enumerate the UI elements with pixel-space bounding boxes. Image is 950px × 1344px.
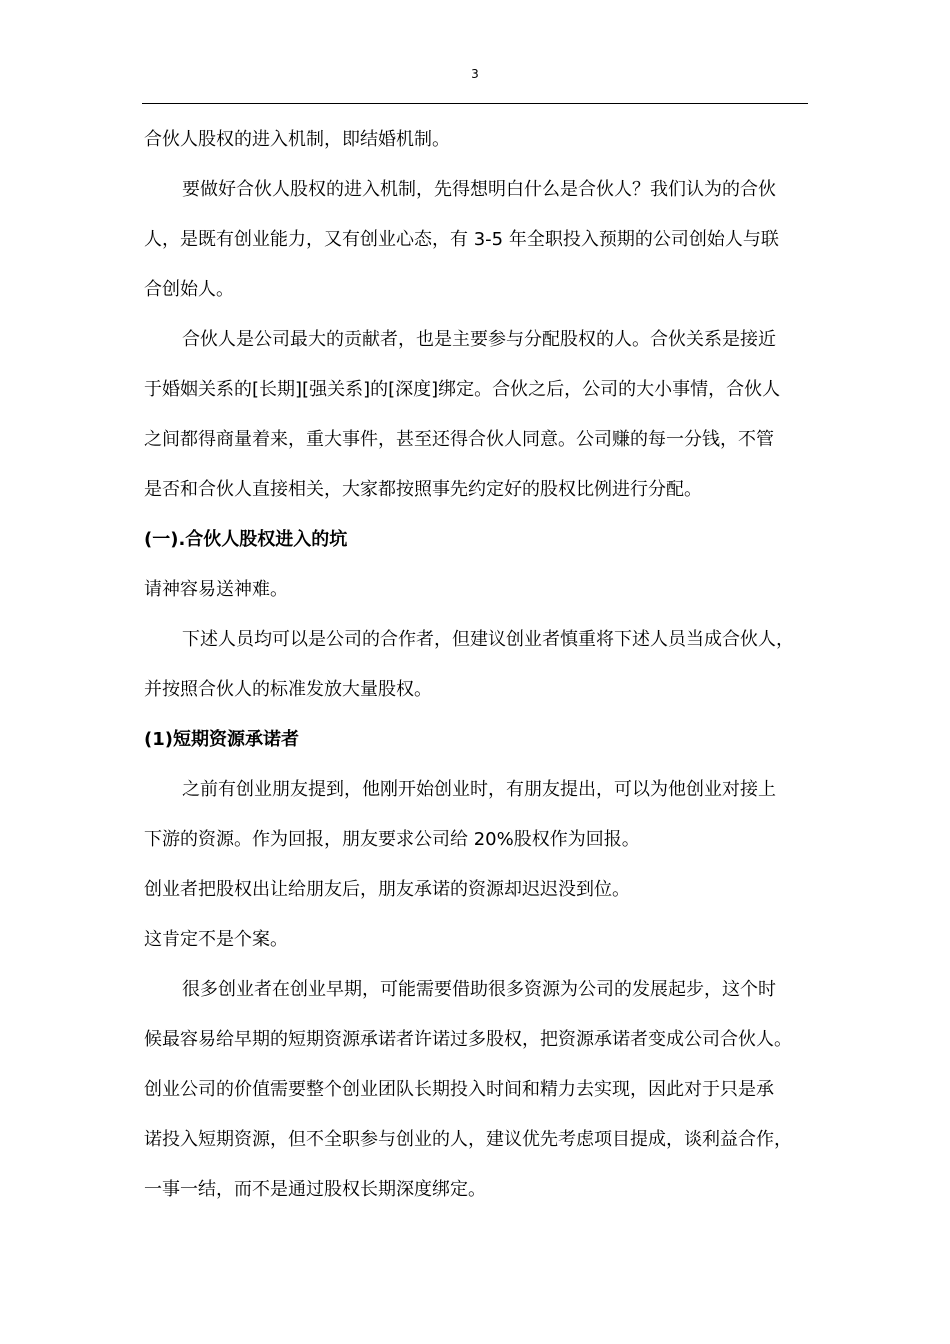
body-line: 合伙人股权的进入机制，即结婚机制。 bbox=[144, 129, 450, 150]
body-line: 诺投入短期资源，但不全职参与创业的人，建议优先考虑项目提成，谈利益合作， bbox=[144, 1129, 792, 1150]
body-line: 并按照合伙人的标准发放大量股权。 bbox=[144, 679, 432, 700]
body-line: 之前有创业朋友提到，他刚开始创业时，有朋友提出，可以为他创业对接上 bbox=[182, 779, 776, 800]
section-heading: (一).合伙人股权进入的坑 bbox=[144, 529, 348, 550]
body-line: 之间都得商量着来，重大事件，甚至还得合伙人同意。公司赚的每一分钱，不管 bbox=[144, 429, 774, 450]
body-line: 人，是既有创业能力，又有创业心态，有 3-5 年全职投入预期的公司创始人与联 bbox=[144, 229, 779, 250]
body-line: 合伙人是公司最大的贡献者，也是主要参与分配股权的人。合伙关系是接近 bbox=[182, 329, 776, 350]
body-line: 下述人员均可以是公司的合作者，但建议创业者慎重将下述人员当成合伙人， bbox=[182, 629, 794, 650]
body-line: 请神容易送神难。 bbox=[144, 579, 288, 600]
header-rule bbox=[142, 103, 808, 104]
body-line: 候最容易给早期的短期资源承诺者许诺过多股权，把资源承诺者变成公司合伙人。 bbox=[144, 1029, 792, 1050]
body-line: 要做好合伙人股权的进入机制，先得想明白什么是合伙人？我们认为的合伙 bbox=[182, 179, 776, 200]
body-line: 这肯定不是个案。 bbox=[144, 929, 288, 950]
body-line: 创业公司的价值需要整个创业团队长期投入时间和精力去实现，因此对于只是承 bbox=[144, 1079, 774, 1100]
body-line: 合创始人。 bbox=[144, 279, 234, 300]
body-line: 于婚姻关系的[长期][强关系]的[深度]绑定。合伙之后，公司的大小事情，合伙人 bbox=[144, 379, 781, 400]
body-line: 一事一结，而不是通过股权长期深度绑定。 bbox=[144, 1179, 486, 1200]
body-line: 是否和合伙人直接相关，大家都按照事先约定好的股权比例进行分配。 bbox=[144, 479, 702, 500]
body-line: 下游的资源。作为回报，朋友要求公司给 20%股权作为回报。 bbox=[144, 829, 640, 850]
page-number: 3 bbox=[471, 67, 479, 81]
body-line: 很多创业者在创业早期，可能需要借助很多资源为公司的发展起步，这个时 bbox=[182, 979, 776, 1000]
body-line: 创业者把股权出让给朋友后，朋友承诺的资源却迟迟没到位。 bbox=[144, 879, 630, 900]
subsection-heading: (1)短期资源承诺者 bbox=[144, 729, 299, 750]
